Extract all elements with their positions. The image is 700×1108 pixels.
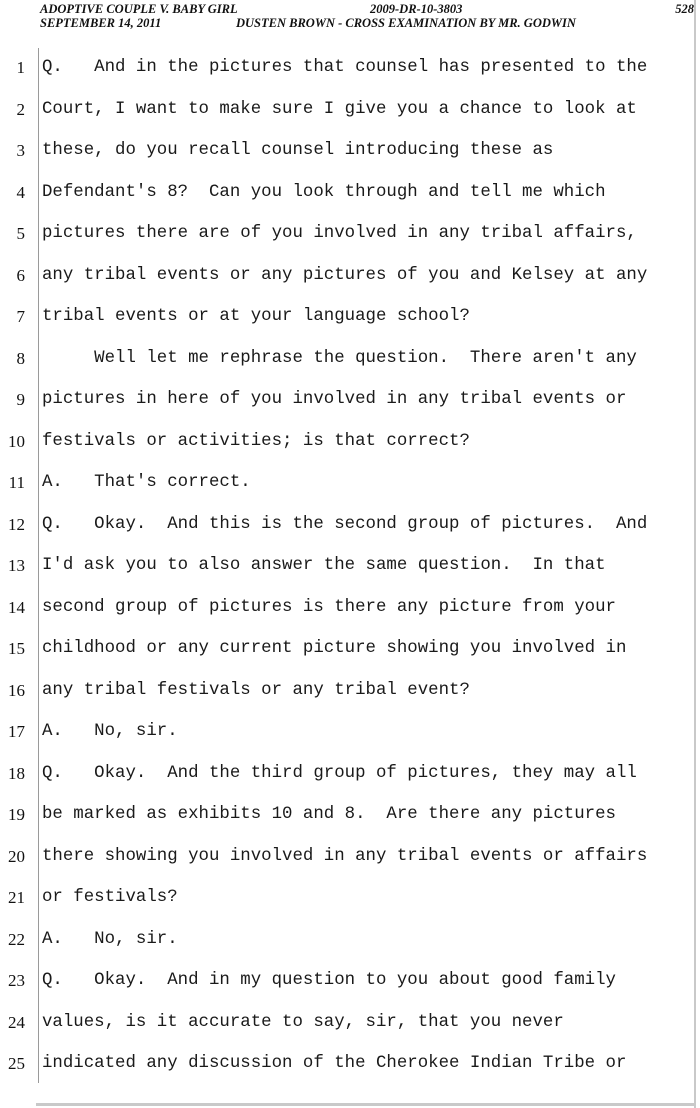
transcript-line: second group of pictures is there any picture from your — [42, 598, 616, 617]
line-number: 18 — [8, 764, 25, 783]
transcript-line: values, is it accurate to say, sir, that you never — [42, 1013, 564, 1032]
line-number: 22 — [8, 930, 25, 949]
line-number: 4 — [16, 183, 25, 202]
transcript-line: childhood or any current picture showing you involved in — [42, 639, 627, 658]
page-edge-bottom — [36, 1103, 696, 1106]
line-number: 2 — [16, 100, 25, 119]
transcript-line: Q. Okay. And this is the second group of pictures. And — [42, 515, 648, 534]
transcript-line: tribal events or at your language school? — [42, 307, 470, 326]
transcript-line: A. That's correct. — [42, 473, 251, 492]
line-number: 1 — [16, 58, 25, 77]
transcript-line: Q. Okay. And in my question to you about good family — [42, 971, 616, 990]
line-number: 19 — [8, 805, 25, 824]
line-number: 17 — [8, 722, 25, 741]
transcript-line: any tribal festivals or any tribal event? — [42, 681, 470, 700]
hearing-date: SEPTEMBER 14, 2011 — [40, 16, 162, 30]
transcript-line: Well let me rephrase the question. There aren't any — [42, 349, 637, 368]
line-number: 20 — [8, 847, 25, 866]
line-number: 23 — [8, 971, 25, 990]
transcript-line: these, do you recall counsel introducing these as — [42, 141, 554, 160]
line-number: 21 — [8, 888, 25, 907]
line-number: 25 — [8, 1054, 25, 1073]
left-margin-rule — [38, 48, 39, 1083]
line-number: 6 — [16, 266, 25, 285]
line-number: 15 — [8, 639, 25, 658]
transcript-line: any tribal events or any pictures of you and Kelsey at any — [42, 266, 648, 285]
case-caption: ADOPTIVE COUPLE V. BABY GIRL — [40, 2, 238, 16]
transcript-line: Q. And in the pictures that counsel has presented to the — [42, 58, 648, 77]
line-number: 24 — [8, 1013, 25, 1032]
line-number: 7 — [16, 307, 25, 326]
line-number: 12 — [8, 515, 25, 534]
docket-number: 2009-DR-10-3803 — [370, 2, 463, 16]
transcript-line: A. No, sir. — [42, 930, 178, 949]
transcript-line: pictures in here of you involved in any tribal events or — [42, 390, 627, 409]
line-number: 13 — [8, 556, 25, 575]
page-number: 528 — [675, 2, 694, 16]
line-number: 3 — [16, 141, 25, 160]
line-number: 11 — [8, 473, 25, 492]
transcript-line: or festivals? — [42, 888, 178, 907]
transcript-line: I'd ask you to also answer the same question. In that — [42, 556, 606, 575]
line-number: 10 — [8, 432, 25, 451]
line-number: 16 — [8, 681, 25, 700]
transcript-line: indicated any discussion of the Cherokee Indian Tribe or — [42, 1054, 627, 1073]
line-number: 14 — [8, 598, 25, 617]
page-edge-right — [694, 0, 696, 1108]
transcript-line: Court, I want to make sure I give you a chance to look at — [42, 100, 637, 119]
transcript-line: festivals or activities; is that correct? — [42, 432, 470, 451]
transcript-line: A. No, sir. — [42, 722, 178, 741]
transcript-line: Defendant's 8? Can you look through and tell me which — [42, 183, 606, 202]
transcript-line: be marked as exhibits 10 and 8. Are there any pictures — [42, 805, 616, 824]
line-number: 8 — [16, 349, 25, 368]
transcript-line: Q. Okay. And the third group of pictures, they may all — [42, 764, 637, 783]
transcript-line: pictures there are of you involved in any tribal affairs, — [42, 224, 637, 243]
transcript-line: there showing you involved in any tribal events or affairs — [42, 847, 648, 866]
examination-title: DUSTEN BROWN - CROSS EXAMINATION BY MR. GODWIN — [236, 16, 576, 30]
line-number: 5 — [16, 224, 25, 243]
line-number: 9 — [16, 390, 25, 409]
